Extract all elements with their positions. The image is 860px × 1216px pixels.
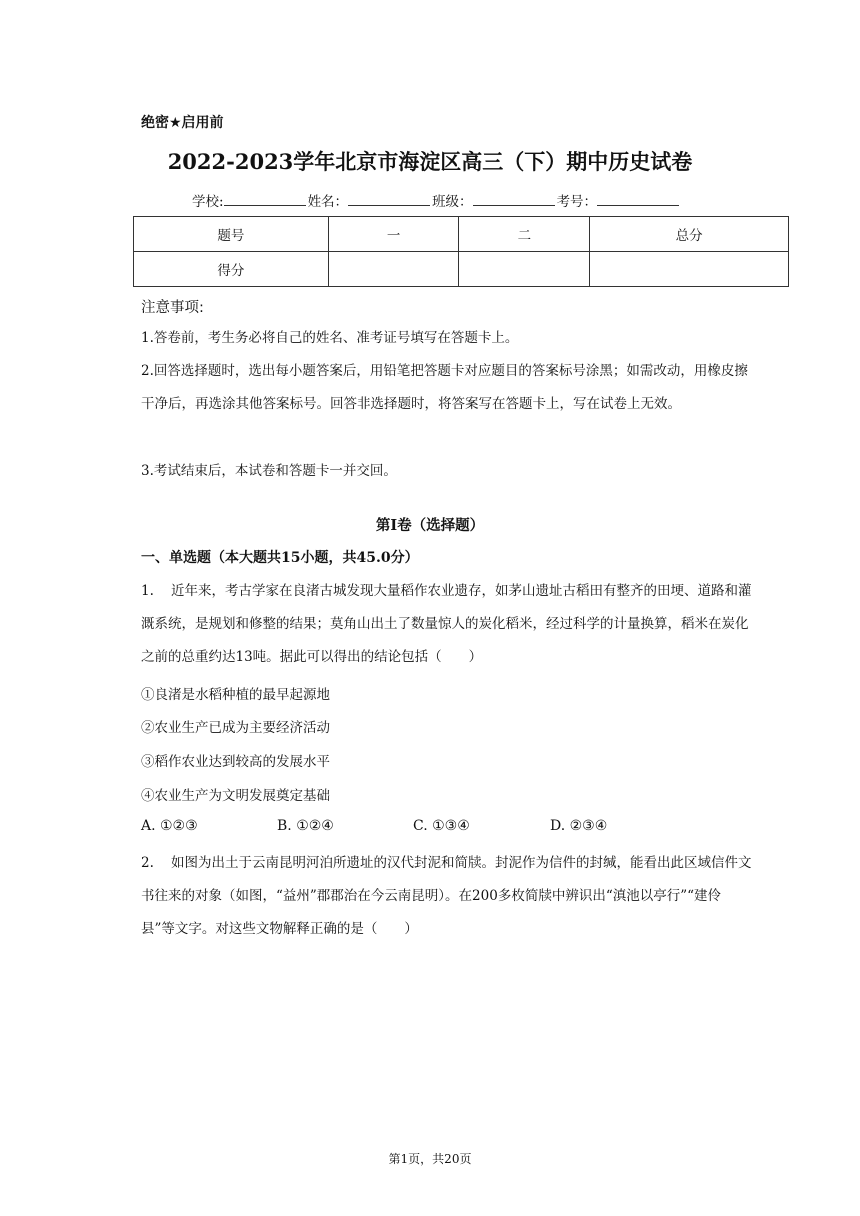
class-label: 班级： [432, 194, 473, 210]
statement-1: ①良渚是水稻种植的最早起源地 [141, 687, 330, 703]
option-b[interactable]: B. ①②④ [277, 818, 334, 834]
statement-3: ③稻作农业达到较高的发展水平 [141, 754, 330, 770]
score-cell[interactable] [328, 252, 459, 287]
notice-item-2: 2.回答选择题时，选出每小题答案后，用铅笔把答题卡对应题目的答案标号涂黑；如需改动，用橡皮擦干净后，再选涂其他答案标号。回答非选择题时，将答案写在答题卡上，写在试卷上无效。 [141, 363, 748, 412]
table-cell: 总分 [590, 217, 789, 252]
question-2 [141, 847, 753, 946]
statement-4: ④农业生产为文明发展奠定基础 [141, 788, 330, 804]
section-title: 第Ⅰ卷（选择题） [375, 517, 485, 534]
name-blank[interactable] [348, 193, 430, 206]
confidential-mark: 绝密★启用前 [141, 115, 224, 131]
class-blank[interactable] [473, 193, 555, 206]
table-cell: 二 [459, 217, 590, 252]
option-c[interactable]: C. ①③④ [413, 818, 470, 834]
statement-2: ②农业生产已成为主要经济活动 [141, 720, 330, 736]
option-a[interactable]: A. ①②③ [141, 818, 198, 834]
table-row [134, 252, 789, 287]
name-label: 姓名： [307, 194, 349, 210]
student-info-line [192, 190, 681, 210]
question-1 [141, 575, 753, 674]
exam-no-label: 考号： [556, 194, 598, 210]
table-cell: 题号 [134, 217, 329, 252]
part-heading: 一、单选题（本大题共15小题，共45.0分） [141, 550, 419, 566]
table-row [134, 217, 789, 252]
option-d[interactable]: D. ②③④ [550, 818, 608, 834]
score-table [133, 216, 789, 287]
school-label: 学校: [192, 194, 224, 210]
notice-item-1: 1.答卷前，考生务必将自己的姓名、准考证号填写在答题卡上。 [141, 330, 519, 346]
exam-title: 2022-2023学年北京市海淀区高三（下）期中历史试卷 [167, 149, 693, 174]
page-footer: 第1页，共20页 [388, 1152, 472, 1166]
exam-no-blank[interactable] [597, 193, 679, 206]
score-cell[interactable] [590, 252, 789, 287]
notice-title: 注意事项: [141, 300, 204, 316]
question-text: 近年来，考古学家在良渚古城发现大量稻作农业遗存，如茅山遗址古稻田有整齐的田埂、道路和灌溉系统，是规划和修整的结果；莫角山出土了数量惊人的炭化稻米，经过科学的计量换算，稻米在炭化之前的总重约达13吨。据此可以得出的结论包括（ ） [141, 583, 752, 665]
table-cell: 得分 [134, 252, 329, 287]
notice-item-3: 3.考试结束后，本试卷和答题卡一并交回。 [141, 463, 397, 479]
school-blank[interactable] [224, 193, 306, 206]
question-text: 如图为出土于云南昆明河泊所遗址的汉代封泥和简牍。封泥作为信件的封缄，能看出此区域信件文书往来的对象（如图，“益州”郡郡治在今云南昆明）。在200多枚简牍中辨识出“滇池以亭行”“建伶县”等文字。对这些文物解释正确的是（ ） [141, 855, 752, 937]
score-cell[interactable] [459, 252, 590, 287]
question-number: 2. [141, 855, 154, 871]
table-cell: 一 [328, 217, 459, 252]
question-number: 1. [141, 583, 154, 599]
